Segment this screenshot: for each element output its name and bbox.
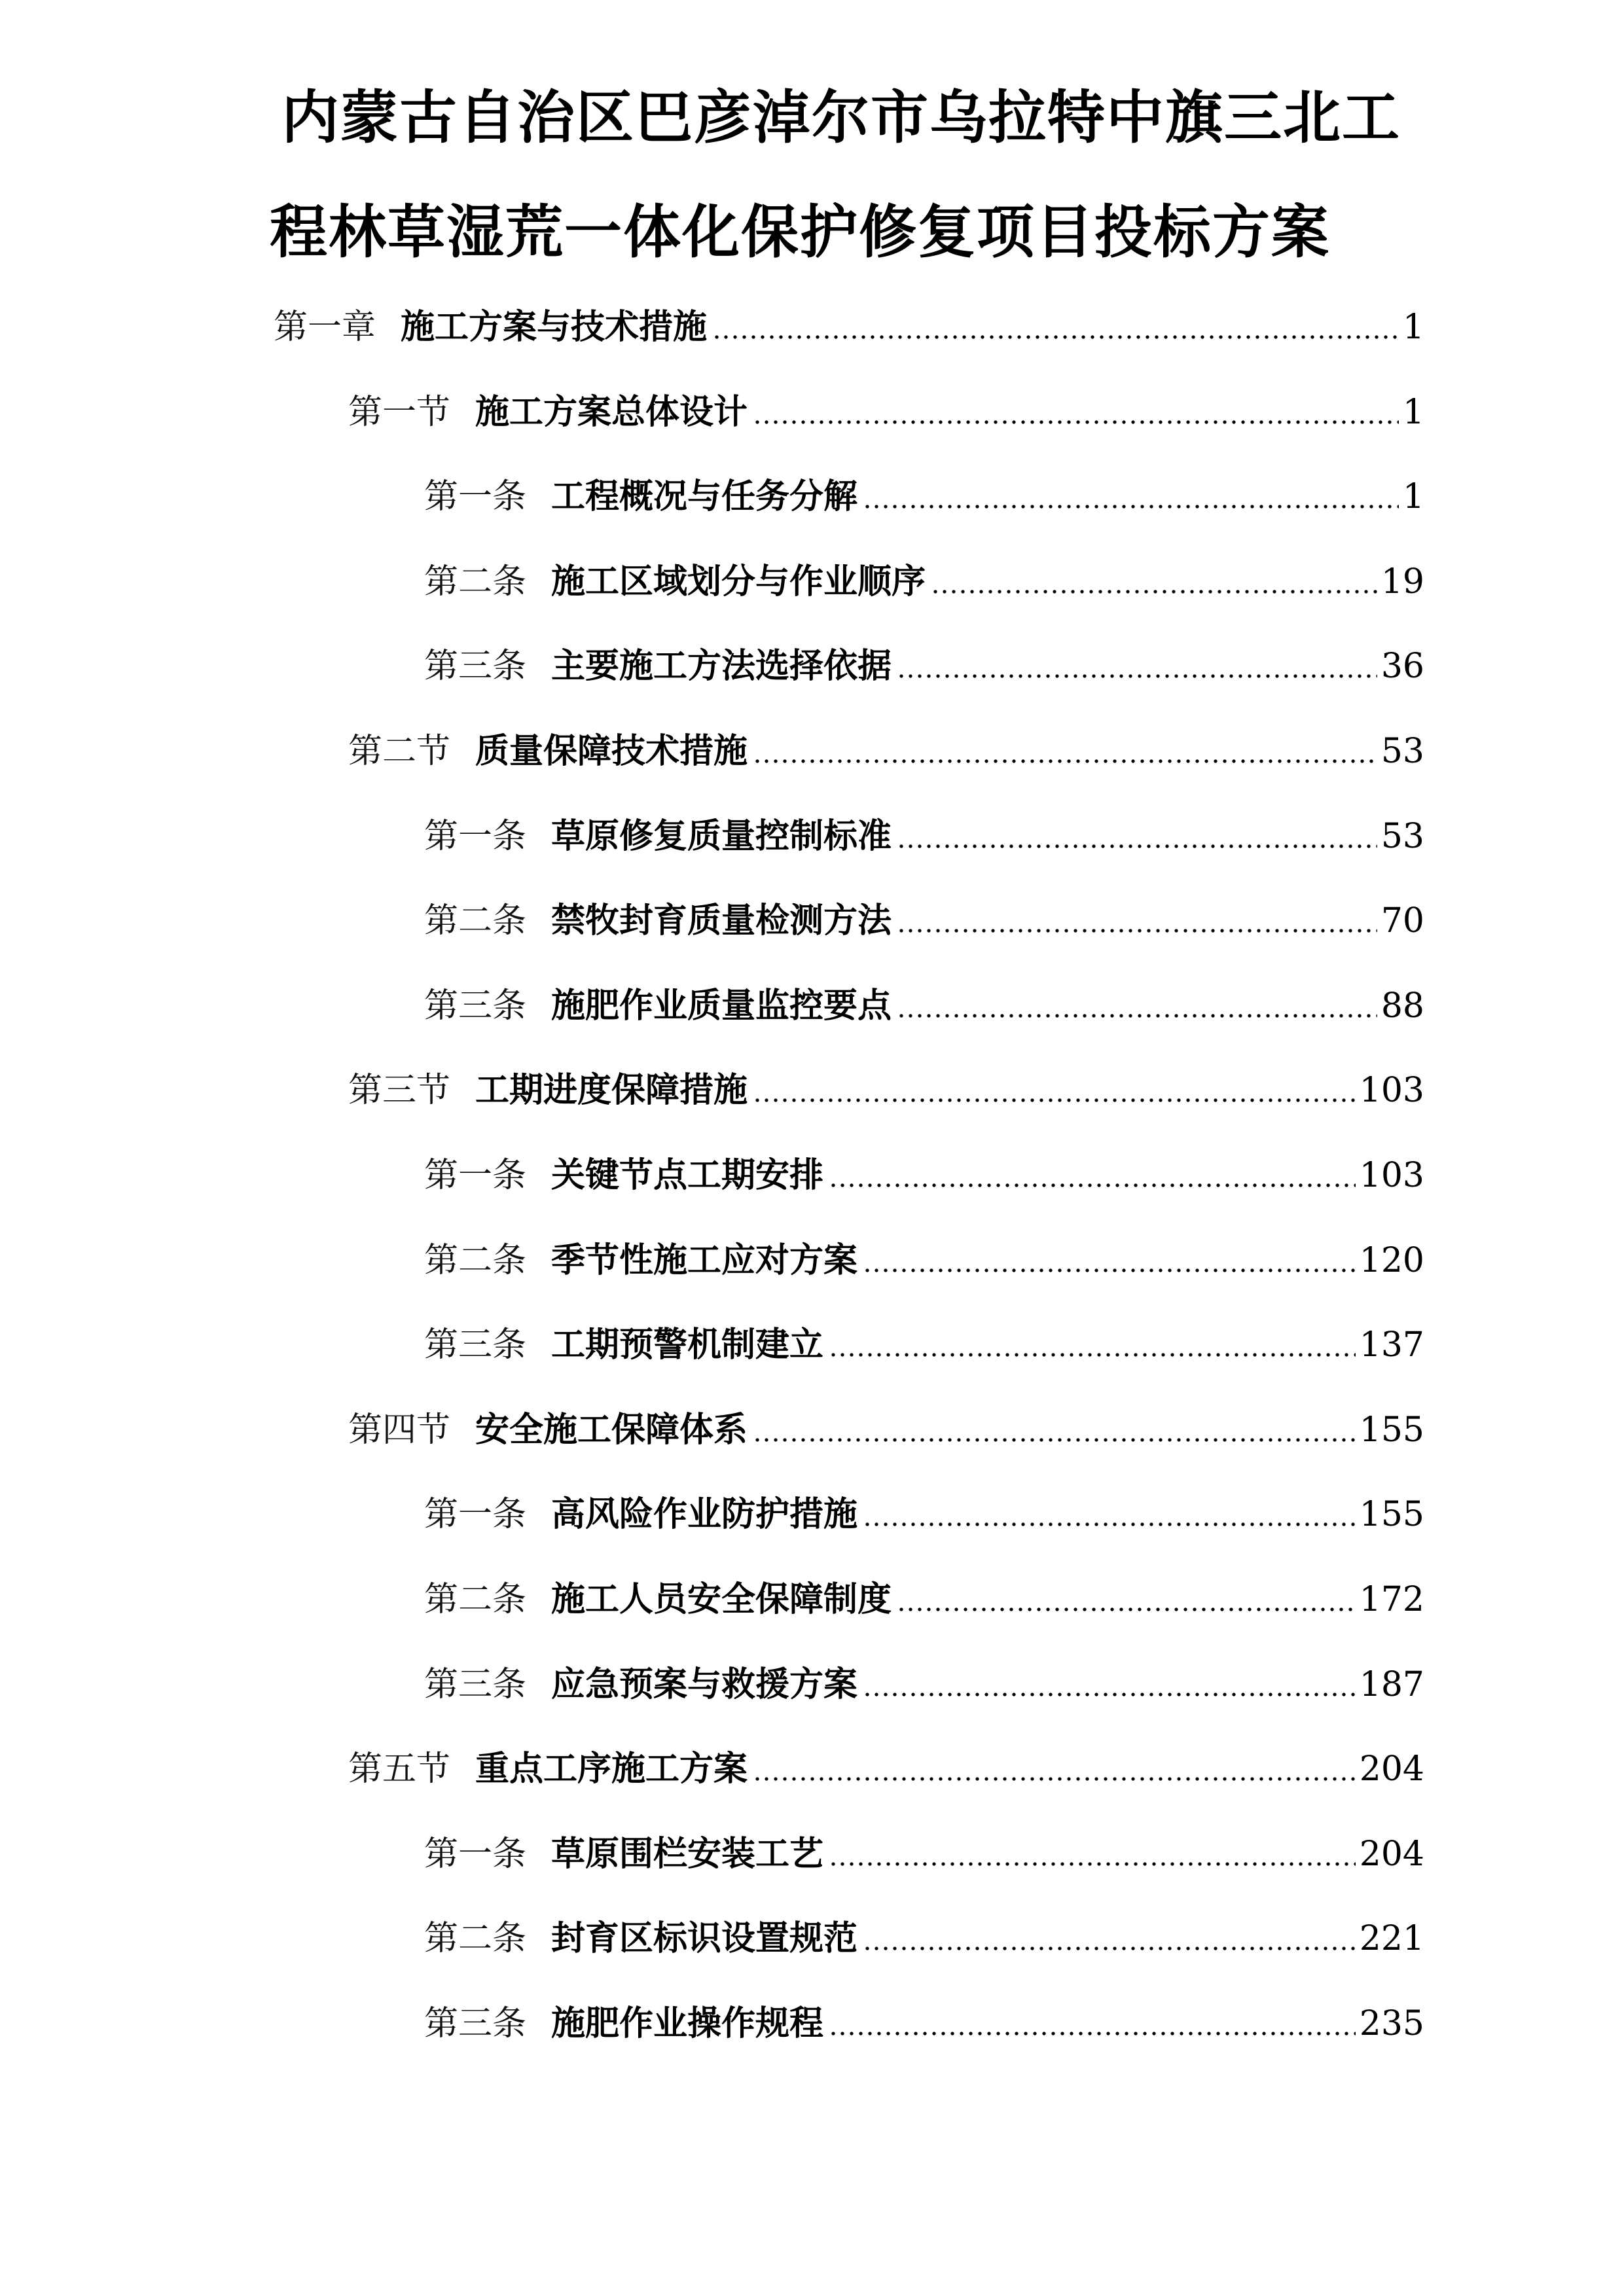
toc-entry[interactable] bbox=[424, 1916, 1424, 1962]
toc-entry-page-number: 53 bbox=[1380, 732, 1424, 771]
toc-dot-leader bbox=[753, 420, 1399, 425]
toc-entry[interactable] bbox=[424, 474, 1424, 520]
document-title-line-2: 程林草湿荒一体化保护修复项目投标方案 bbox=[270, 198, 1331, 266]
toc-entry[interactable] bbox=[424, 1662, 1424, 1708]
toc-dot-leader bbox=[712, 334, 1399, 340]
toc-entry[interactable] bbox=[424, 1153, 1424, 1198]
toc-entry[interactable] bbox=[348, 389, 1424, 435]
toc-entry-heading: 草原围栏安装工艺 bbox=[551, 1835, 824, 1874]
toc-dot-leader bbox=[829, 2031, 1356, 2036]
toc-entry-page-number: 120 bbox=[1359, 1241, 1424, 1280]
toc-entry-label: 第三节 bbox=[348, 1071, 451, 1110]
toc-entry-page-number: 187 bbox=[1359, 1665, 1424, 1704]
toc-dot-leader bbox=[863, 1946, 1356, 1951]
toc-entry-label: 第二条 bbox=[424, 1580, 527, 1619]
toc-dot-leader bbox=[753, 1776, 1356, 1782]
toc-dot-leader bbox=[863, 1692, 1356, 1697]
toc-entry-page-number: 88 bbox=[1380, 986, 1424, 1026]
toc-entry-label: 第一节 bbox=[348, 393, 451, 432]
toc-entry-page-number: 204 bbox=[1359, 1749, 1424, 1789]
toc-entry-label: 第二条 bbox=[424, 901, 527, 941]
toc-entry-page-number: 103 bbox=[1359, 1156, 1424, 1195]
toc-entry-label: 第一章 bbox=[274, 308, 376, 347]
toc-entry[interactable] bbox=[424, 898, 1424, 944]
toc-entry-page-number: 1 bbox=[1402, 393, 1424, 432]
toc-dot-leader bbox=[863, 504, 1399, 509]
toc-dot-leader bbox=[753, 1437, 1356, 1443]
toc-entry-label: 第二条 bbox=[424, 1919, 527, 1958]
toc-entry[interactable] bbox=[424, 1322, 1424, 1368]
toc-entry-heading: 施工方案与技术措施 bbox=[401, 308, 708, 347]
toc-dot-leader bbox=[897, 928, 1377, 933]
toc-entry-heading: 施肥作业质量监控要点 bbox=[551, 986, 892, 1026]
toc-entry-page-number: 53 bbox=[1380, 817, 1424, 856]
toc-entry-page-number: 19 bbox=[1380, 562, 1424, 601]
toc-entry-label: 第三条 bbox=[424, 1325, 527, 1365]
toc-entry-heading: 季节性施工应对方案 bbox=[551, 1241, 858, 1280]
toc-entry[interactable] bbox=[424, 1577, 1424, 1623]
toc-entry[interactable] bbox=[424, 643, 1424, 689]
toc-entry-label: 第四节 bbox=[348, 1410, 451, 1450]
toc-entry-page-number: 1 bbox=[1402, 308, 1424, 347]
toc-dot-leader bbox=[897, 1013, 1377, 1018]
toc-entry-label: 第三条 bbox=[424, 1665, 527, 1704]
toc-entry-label: 第一条 bbox=[424, 1495, 527, 1534]
toc-entry[interactable] bbox=[274, 304, 1424, 350]
toc-dot-leader bbox=[829, 1352, 1356, 1357]
toc-entry-heading: 主要施工方法选择依据 bbox=[551, 647, 892, 686]
toc-entry-heading: 工程概况与任务分解 bbox=[551, 477, 858, 516]
toc-entry-label: 第一条 bbox=[424, 477, 527, 516]
toc-entry-label: 第三条 bbox=[424, 647, 527, 686]
toc-entry-label: 第三条 bbox=[424, 986, 527, 1026]
toc-entry-heading: 高风险作业防护措施 bbox=[551, 1495, 858, 1534]
toc-entry[interactable] bbox=[424, 1831, 1424, 1877]
toc-entry-heading: 施工方案总体设计 bbox=[475, 393, 748, 432]
toc-entry-heading: 封育区标识设置规范 bbox=[551, 1919, 858, 1958]
toc-entry-page-number: 1 bbox=[1402, 477, 1424, 516]
toc-entry[interactable] bbox=[424, 559, 1424, 605]
toc-dot-leader bbox=[753, 759, 1377, 764]
toc-entry-heading: 关键节点工期安排 bbox=[551, 1156, 824, 1195]
toc-entry-heading: 施工人员安全保障制度 bbox=[551, 1580, 892, 1619]
toc-entry-heading: 工期进度保障措施 bbox=[475, 1071, 748, 1110]
toc-entry[interactable] bbox=[424, 814, 1424, 859]
toc-entry[interactable] bbox=[424, 1238, 1424, 1283]
toc-entry-page-number: 221 bbox=[1359, 1919, 1424, 1958]
toc-dot-leader bbox=[897, 673, 1377, 679]
toc-entry-heading: 质量保障技术措施 bbox=[475, 732, 748, 771]
toc-entry[interactable] bbox=[424, 983, 1424, 1029]
toc-entry-label: 第一条 bbox=[424, 1835, 527, 1874]
toc-entry-label: 第一条 bbox=[424, 817, 527, 856]
toc-entry-page-number: 155 bbox=[1359, 1410, 1424, 1450]
toc-entry-heading: 施肥作业操作规程 bbox=[551, 2004, 824, 2043]
toc-dot-leader bbox=[897, 1607, 1356, 1612]
toc-entry-page-number: 204 bbox=[1359, 1835, 1424, 1874]
toc-entry-label: 第二条 bbox=[424, 1241, 527, 1280]
toc-entry-page-number: 70 bbox=[1380, 901, 1424, 941]
toc-entry-heading: 重点工序施工方案 bbox=[475, 1749, 748, 1789]
toc-entry[interactable] bbox=[424, 1492, 1424, 1537]
toc-dot-leader bbox=[863, 1522, 1356, 1527]
toc-entry[interactable] bbox=[348, 1067, 1424, 1113]
toc-entry-heading: 应急预案与救援方案 bbox=[551, 1665, 858, 1704]
toc-dot-leader bbox=[829, 1861, 1356, 1867]
toc-entry-heading: 施工区域划分与作业顺序 bbox=[551, 562, 926, 601]
toc-entry[interactable] bbox=[348, 1746, 1424, 1792]
toc-dot-leader bbox=[931, 589, 1377, 594]
toc-entry-page-number: 155 bbox=[1359, 1495, 1424, 1534]
document-title-line-1: 内蒙古自治区巴彦淖尔市乌拉特中旗三北工 bbox=[281, 84, 1401, 151]
toc-entry-label: 第五节 bbox=[348, 1749, 451, 1789]
toc-entry[interactable] bbox=[348, 1407, 1424, 1453]
toc-entry-page-number: 172 bbox=[1359, 1580, 1424, 1619]
toc-dot-leader bbox=[897, 844, 1377, 849]
toc-entry[interactable] bbox=[348, 728, 1424, 774]
toc-entry-heading: 草原修复质量控制标准 bbox=[551, 817, 892, 856]
toc-dot-leader bbox=[753, 1098, 1356, 1103]
toc-entry-page-number: 235 bbox=[1359, 2004, 1424, 2043]
toc-entry-label: 第二节 bbox=[348, 732, 451, 771]
toc-dot-leader bbox=[829, 1183, 1356, 1188]
toc-entry-page-number: 36 bbox=[1380, 647, 1424, 686]
toc-entry-heading: 安全施工保障体系 bbox=[475, 1410, 748, 1450]
toc-entry-heading: 禁牧封育质量检测方法 bbox=[551, 901, 892, 941]
toc-dot-leader bbox=[863, 1268, 1356, 1273]
toc-entry[interactable] bbox=[424, 2001, 1424, 2047]
toc-entry-page-number: 103 bbox=[1359, 1071, 1424, 1110]
toc-entry-label: 第一条 bbox=[424, 1156, 527, 1195]
toc-entry-label: 第二条 bbox=[424, 562, 527, 601]
toc-entry-label: 第三条 bbox=[424, 2004, 527, 2043]
toc-entry-heading: 工期预警机制建立 bbox=[551, 1325, 824, 1365]
toc-entry-page-number: 137 bbox=[1359, 1325, 1424, 1365]
